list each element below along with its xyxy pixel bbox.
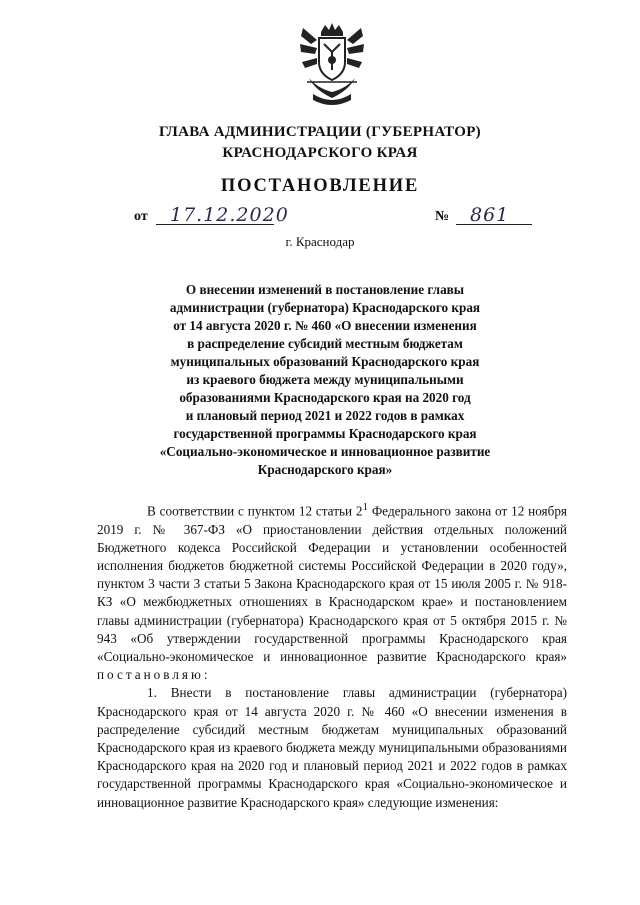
coat-of-arms-emblem [297, 22, 367, 108]
date-handwritten: 17.12.2020 [170, 204, 289, 226]
document-body [97, 498, 567, 812]
subject-line: образованиями Краснодарского края на 2020 год [179, 390, 471, 405]
subject-line: от 14 августа 2020 г. № 460 «О внесении изменения [173, 318, 477, 333]
subject-line: в распределение субсидий местным бюджетам [187, 336, 463, 351]
subject-line: и плановый период 2021 и 2022 годов в рамках [185, 408, 465, 423]
paragraph-1-start: В соответствии с пунктом 12 статьи 2 [147, 503, 363, 519]
subject-line: государственной программы Краснодарского края [173, 426, 477, 441]
number-label: № [435, 209, 450, 224]
subject-line: из краевого бюджета между муниципальными [186, 372, 464, 387]
date-number-row [0, 206, 640, 230]
paragraph-1-rest: Федерального закона от 12 ноября 2019 г. № 367-ФЗ «О приостановлении действия отдельных положений Бюджетного кодекса Российской Федерации и установлении особенностей исполнения бюджетов бюджетной системы Российской Федерации в 2020 году», пунктом 3 части 3 статьи 5 Закона Краснодарского края от 15 июля 2005 г. № 918-КЗ «О межбюджетных отношениях в Краснодарском крае» и постановлением главы администрации (губернатора) Краснодарского края от 5 октября 2015 г. № 943 «Об утверждении государственной программы Краснодарского края «Социально-экономическое и инновационное развитие Краснодарского края» [97, 503, 567, 665]
number-handwritten: 861 [470, 204, 510, 226]
document-type: ПОСТАНОВЛЕНИЕ [220, 176, 420, 196]
date-label: от [134, 209, 148, 224]
authority-title-line2: КРАСНОДАРСКОГО КРАЯ [222, 145, 418, 161]
document-subject [130, 281, 520, 479]
subject-line: О внесении изменений в постановление главы [185, 282, 465, 297]
body-paragraph-1 [97, 498, 567, 684]
subject-line: «Социально-экономическое и инновационное развитие [159, 444, 491, 459]
body-paragraph-2: 1. Внести в постановление главы администрации (губернатора) Краснодарского края от 14 августа 2020 г. № 460 «О внесении изменения в распределение субсидий местным бюджетам муниципальных образований Краснодарского края из краевого бюджета между муниципальными образованиями Краснодарского края на 2020 год и плановый период 2021 и 2022 годов в рамках государственной программы Краснодарского края «Социально-экономическое и инновационное развитие Краснодарского края» следующие изменения: [97, 685, 567, 810]
city: г. Краснодар [285, 234, 355, 249]
paragraph-1-superscript: 1 [362, 501, 368, 513]
authority-title-line1: ГЛАВА АДМИНИСТРАЦИИ (ГУБЕРНАТОР) [159, 124, 481, 140]
subject-line: Краснодарского края» [257, 462, 393, 477]
decree-word: постановляю: [97, 667, 211, 683]
subject-line: администрации (губернатора) Краснодарского края [169, 300, 481, 315]
subject-line: муниципальных образований Краснодарского края [170, 354, 480, 369]
